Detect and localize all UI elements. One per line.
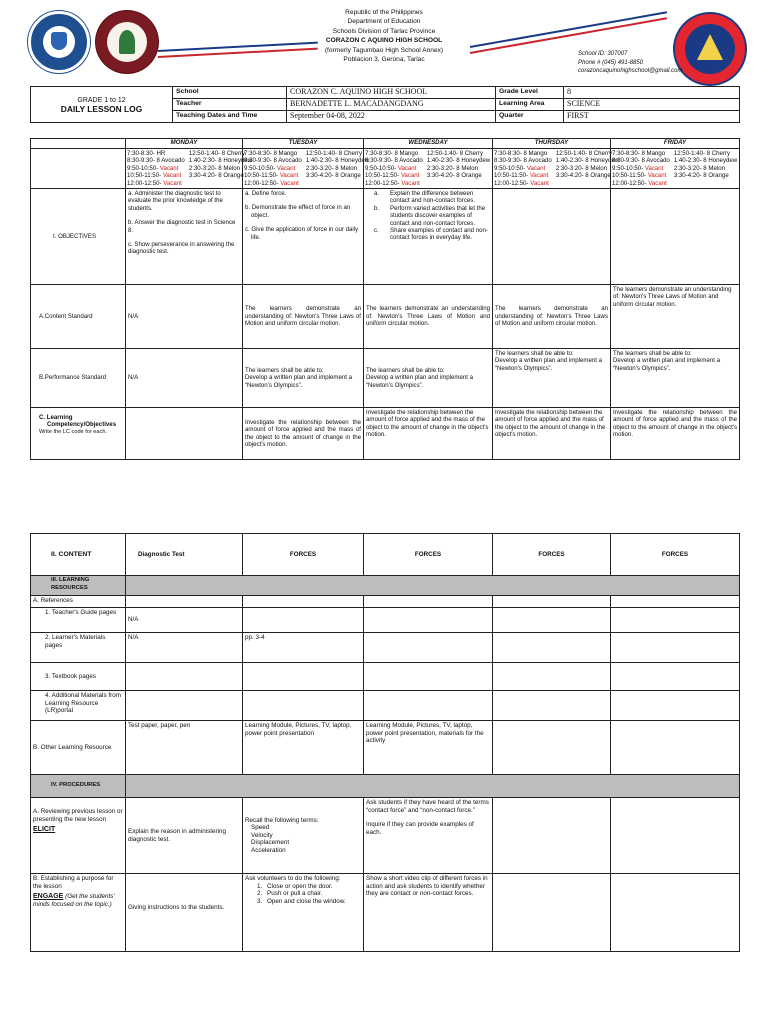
day-header-monday: MONDAY (126, 139, 243, 149)
teachers-guide-cell (493, 608, 611, 633)
schedule-label-cell (31, 149, 126, 189)
purpose-cell (493, 874, 611, 952)
purpose-label: B. Establishing a purpose for the lesson (33, 875, 114, 890)
objectives-wednesday: a. Explain the difference between contact and non-contact forces. b. Perform varied activities that let the students discover examples of contact and non-contact forces. c. Share examples of contact and non-contact forces in everyday life. (364, 189, 493, 285)
content-standard-friday: The learners demonstrate an understanding of: Newton's Three Laws of Motion and uniform circular motion. (611, 285, 740, 349)
other-resource-wednesday: Learning Module, Pictures, TV, laptop, power point presentation, materials for the activity (364, 721, 493, 775)
content-thursday: FORCES (493, 534, 611, 576)
quarter-label: Quarter (496, 111, 564, 123)
purpose-wednesday: Show a short video clip of different forces in action and ask students to identify whether they are contact or non-contact forces. (364, 874, 493, 952)
purpose-label-cell (31, 874, 126, 952)
textbook-cell (611, 663, 740, 691)
objectives-friday (611, 189, 740, 285)
content-standard-wednesday: The learners demonstrate an understanding of: Newton's Three Laws of Motion and uniform circular motion. (364, 285, 493, 349)
performance-standard-tuesday: The learners shall be able to: Develop a written plan and implement a “Newton's Olympics”. (243, 349, 364, 408)
learning-resources-band (126, 576, 740, 596)
content-standard-monday: N/A (126, 285, 243, 349)
objectives-monday: a. Administer the diagnostic test to evaluate the prior knowledge of the students. b. Answer the diagnostic test in Science 8. c. Show perseverance in answering the diagnostic test. (126, 189, 243, 285)
teachers-guide-monday: N/A (126, 608, 243, 633)
learners-materials-tuesday: pp. 3-4 (243, 633, 364, 663)
schedule-friday: 7:30-8:30- 8 Mango 8:30-9:30- 8 Avocado 9:50-10:50- Vacant 10:50-11:50- Vacant 12:00-12:50- Vacant 12:50-1:40- 8 Cherry 1:40-2:30- 8 Honeydew 2:30-3:20- 8 Melon 3:30-4:20- 8 Orange (611, 149, 740, 189)
competency-label: C. Learning Competency/Objectives Write the LC code for each. (31, 408, 126, 460)
content-friday: FORCES (611, 534, 740, 576)
elicit-label: ELICIT (33, 826, 56, 834)
day-header-tuesday: TUESDAY (243, 139, 364, 149)
textbook-cell (126, 663, 243, 691)
competency-thursday: Investigate the relationship between the amount of force applied and the mass of the object to the amount of change in the object's motion. (493, 408, 611, 460)
letterhead-line: Schools Division of Tarlac Province (332, 27, 436, 35)
performance-standard-label: B.Performance Standard (31, 349, 126, 408)
objectives-tuesday: a. Define force. b. Demonstrate the effect of force in an object. c. Give the application of force in our daily life. (243, 189, 364, 285)
school-label: School (173, 87, 287, 99)
deped-seal-logo (28, 11, 90, 73)
email-address: corazoncaquinohighschool@gmail.com (578, 68, 683, 75)
content-standard-tuesday: The learners demonstrate an understanding of: Newton's Three Laws of Motion and uniform circular motion. (243, 285, 364, 349)
procedures-band (126, 775, 740, 798)
performance-standard-friday: The learners shall be able to: Develop a written plan and implement a “Newton's Olympics”. (611, 349, 740, 408)
other-resource-label: B. Other Learning Resource (31, 721, 126, 775)
content-monday: Diagnostic Test (126, 534, 243, 576)
competency-wednesday: Investigate the relationship between the amount of force applied and the mass of the object to the amount of change in the object's motion. (364, 408, 493, 460)
content-label: II. CONTENT (31, 534, 126, 576)
day-header-friday: FRIDAY (611, 139, 740, 149)
log-title-grade: GRADE 1 to 12 (77, 96, 126, 104)
references-cell (243, 596, 364, 608)
learners-materials-cell (611, 633, 740, 663)
teacher-value: BERNADETTE L. MACADANGDANG (287, 99, 496, 111)
other-resource-cell (611, 721, 740, 775)
objectives-label: I. OBJECTIVES (31, 189, 126, 285)
textbook-cell (493, 663, 611, 691)
teachers-guide-label: 1. Teacher's Guide pages (31, 608, 126, 633)
log-title (31, 87, 173, 123)
contact-info (578, 50, 682, 76)
area-value: SCIENCE (564, 99, 740, 111)
phone-number: Phone # (045) 491-8850 (578, 59, 644, 66)
school-former-name: (formerly Tagumbao High School Annex) (324, 46, 444, 54)
textbook-cell (364, 663, 493, 691)
teacher-label: Teacher (173, 99, 287, 111)
competency-tuesday: Investigate the relationship between the amount of force applied and the mass of the object to the amount of change in the object's motion. (243, 408, 364, 460)
additional-materials-cell (493, 691, 611, 721)
lesson-info-table (30, 86, 740, 123)
review-tuesday: Recall the following terms: Speed Velocity Displacement Acceleration (243, 798, 364, 874)
day-header-thursday: THURSDAY (493, 139, 611, 149)
review-label: A. Reviewing previous lesson or presenting the new lesson (33, 808, 123, 823)
additional-materials-cell (243, 691, 364, 721)
references-cell (493, 596, 611, 608)
textbook-label: 3. Textbook pages (31, 663, 126, 691)
learners-materials-cell (493, 633, 611, 663)
purpose-tuesday: Ask volunteers to do the following: 1. Close or open the door. 2. Push or pull a chair. 3. Open and close the window. (243, 874, 364, 952)
review-cell (611, 798, 740, 874)
school-address: Poblacion 3, Gerona, Tarlac (343, 56, 425, 64)
learners-materials-monday: N/A (126, 633, 243, 663)
additional-materials-cell (364, 691, 493, 721)
content-procedures-table (30, 533, 740, 952)
content-tuesday: FORCES (243, 534, 364, 576)
objectives-thursday (493, 189, 611, 285)
schedule-thursday: 7:30-8:30- 8 Mango 8:30-9:30- 8 Avocado 9:50-10:50- Vacant 10:50-11:50- Vacant 12:00-12:50- Vacant 12:50-1:40- 8 Cherry 1:40-2:30- 8 Honeydew 2:30-3:20- 8 Melon 3:30-4:20- 8 Orange (494, 150, 620, 187)
textbook-cell (243, 663, 364, 691)
competency-monday (126, 408, 243, 460)
references-label: A. References (31, 596, 126, 608)
additional-materials-cell (611, 691, 740, 721)
letterhead (268, 8, 500, 64)
additional-materials-cell (126, 691, 243, 721)
procedures-label: IV. PROCEDURES (31, 775, 126, 798)
other-resource-monday: Test paper, paper, pen (126, 721, 243, 775)
other-resource-cell (493, 721, 611, 775)
competency-friday: Investigate the relationship between the amount of force applied and the mass of the object to the amount of change in the object's motion. (611, 408, 740, 460)
performance-standard-wednesday: The learners shall be able to: Develop a written plan and implement a “Newton's Olympics”. (364, 349, 493, 408)
other-resource-tuesday: Learning Module, Pictures, TV, laptop, power point presentation (243, 721, 364, 775)
grade-value: 8 (564, 87, 740, 99)
teachers-guide-cell (611, 608, 740, 633)
performance-standard-thursday: The learners shall be able to: Develop a written plan and implement a “Newton's Olympics”. (493, 349, 611, 408)
references-cell (364, 596, 493, 608)
additional-materials-label: 4. Additional Materials from Learning Resource (LR)portal (31, 691, 126, 721)
school-seal-logo (675, 14, 745, 84)
schedule-tuesday: 7:30-8:30- 8 Mango 8:30-9:30- 8 Avocado 9:50-10:50- Vacant 10:50-11:50- Vacant 12:00-12:50- Vacant 12:50-1:40- 8 Cherry 1:40-2:30- 8 Honeydew 2:30-3:20- 8 Melon 3:30-4:20- 8 Orange (244, 150, 370, 187)
learners-materials-label: 2. Learner's Materials pages (31, 633, 126, 663)
schedule-monday: 7:30-8:30- HR 8:30-9:30- 8 Avocado 9:50-10:50- Vacant 10:50-11:50- Vacant 12:00-12:50- Vacant 12:50-1:40- 8 Cherry 1:40-2:30- 8 Honeydew 2:30-3:20- 8 Melon 3:30-4:20- 8 Orange (127, 150, 253, 187)
content-wednesday: FORCES (364, 534, 493, 576)
references-cell (126, 596, 243, 608)
review-cell (493, 798, 611, 874)
content-standard-label: A.Content Standard (31, 285, 126, 349)
content-standard-thursday: The learners demonstrate an understanding of: Newton's Three Laws of Motion and uniform circular motion. (493, 285, 611, 349)
school-name: CORAZON C AQUINO HIGH SCHOOL (325, 37, 443, 45)
corner-cell (31, 139, 126, 149)
purpose-monday: Giving instructions to the students. (126, 874, 243, 952)
letterhead-line: Republic of the Philippines (345, 9, 423, 16)
review-wednesday: Ask students if they have heard of the terms “contact force” and “non-contact force.” Inquire if they can provide examples of each. (364, 798, 493, 874)
teachers-guide-cell (243, 608, 364, 633)
quarter-value: FIRST (564, 111, 740, 123)
division-seal-logo (96, 11, 158, 73)
school-id: School ID: 307007 (578, 51, 628, 57)
dates-value: September 04-08, 2022 (287, 111, 496, 123)
purpose-cell (611, 874, 740, 952)
performance-standard-monday: N/A (126, 349, 243, 408)
log-title-main: DAILY LESSON LOG (60, 103, 143, 114)
objectives-table (30, 138, 740, 460)
review-monday: Explain the reason in administering diagnostic test. (126, 798, 243, 874)
area-label: Learning Area (496, 99, 564, 111)
school-value: CORAZON C. AQUINO HIGH SCHOOL (287, 87, 496, 99)
references-cell (611, 596, 740, 608)
review-label-cell (31, 798, 126, 874)
learning-resources-label: III. LEARNING RESOURCES (31, 576, 126, 596)
day-header-wednesday: WEDNESDAY (364, 139, 493, 149)
schedule-wednesday: 7:30-8:30- 8 Mango 8:30-9:30- 8 Avocado 9:50-10:50- Vacant 10:50-11:50- Vacant 12:00-12:50- Vacant 12:50-1:40- 8 Cherry 1:40-2:30- 8 Honeydew 2:30-3:20- 8 Melon 3:30-4:20- 8 Orange (364, 149, 493, 189)
learners-materials-cell (364, 633, 493, 663)
dates-label: Teaching Dates and Time (173, 111, 287, 123)
engage-label: ENGAGE (33, 893, 64, 901)
engage-note: (Get the students' minds focused on the topic.) (33, 893, 115, 908)
grade-label: Grade Level (496, 87, 564, 99)
teachers-guide-cell (364, 608, 493, 633)
letterhead-line: Department of Education (347, 18, 421, 26)
